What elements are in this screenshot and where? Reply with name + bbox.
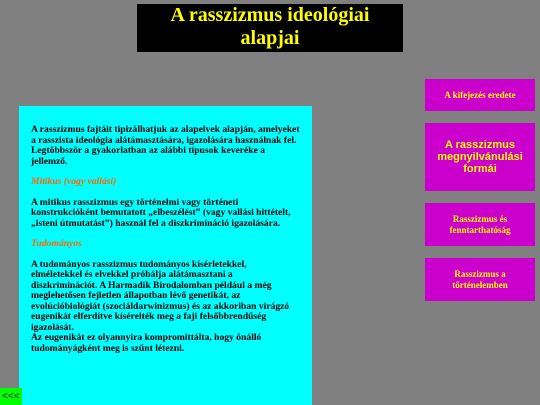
content-panel [19, 106, 312, 405]
eugenics-paragraph: Az eugenikát ez olyannyira kompromittálta, hogy önálló tudományágként meg is szűnt létezni. [31, 332, 262, 354]
page-title-line1: A rasszizmus ideológiai [170, 4, 370, 26]
section-heading-mythical: Mitikus (vagy vallási) [31, 176, 117, 187]
scientific-paragraph: A tudományos rasszizmus tudományos kísérletekkel, elméletekkel és elvekkel próbálja alátámasztani a diszkriminációt. A Harmadik Birodalomban például a még meglehetősen fejletlen állapotban lévő genetikát, az evolúcióbiológiát (szociáldarwinizmus) és az akkoriban virágzó eugenikát elferdítve kísérelték meg a faji felsőbbrendűség igazolását. [31, 258, 290, 333]
nav-button-history[interactable] [425, 258, 535, 301]
back-button[interactable]: <<< [0, 388, 22, 405]
intro-paragraph: A rasszizmus fajtáit tipizálhatjuk az alapelvek alapján, amelyeket a rasszista ideológia alátámasztására, igazolására használnak fel. Legtöbbször a gyakorlatban az alábbi típusok keveréke a jellemző. [31, 124, 300, 167]
mythical-paragraph: A mitikus rasszizmus egy történelmi vagy történeti konstrukcióként bemutatott „elbeszélést” (vagy vallási hittételt, „isteni útmutatást”) használ fel a diszkrimináció igazolására. [31, 196, 291, 229]
section-heading-scientific: Tudományos [31, 238, 82, 249]
page-title [137, 4, 403, 52]
page-title-line2: alapjai [240, 27, 300, 49]
nav-button-origin-label: A kifejezés eredete [444, 90, 516, 100]
nav-button-forms-label: A rasszizmus megnyilvánulási formái [437, 139, 523, 175]
nav-button-forms[interactable] [425, 123, 535, 191]
nav-button-sustainability[interactable] [425, 203, 535, 246]
nav-button-history-label: Rasszizmus a történelemben [452, 268, 508, 290]
nav-button-origin[interactable] [425, 79, 535, 111]
nav-button-sustainability-label: Rasszizmus és fenntarthatóság [449, 213, 511, 235]
